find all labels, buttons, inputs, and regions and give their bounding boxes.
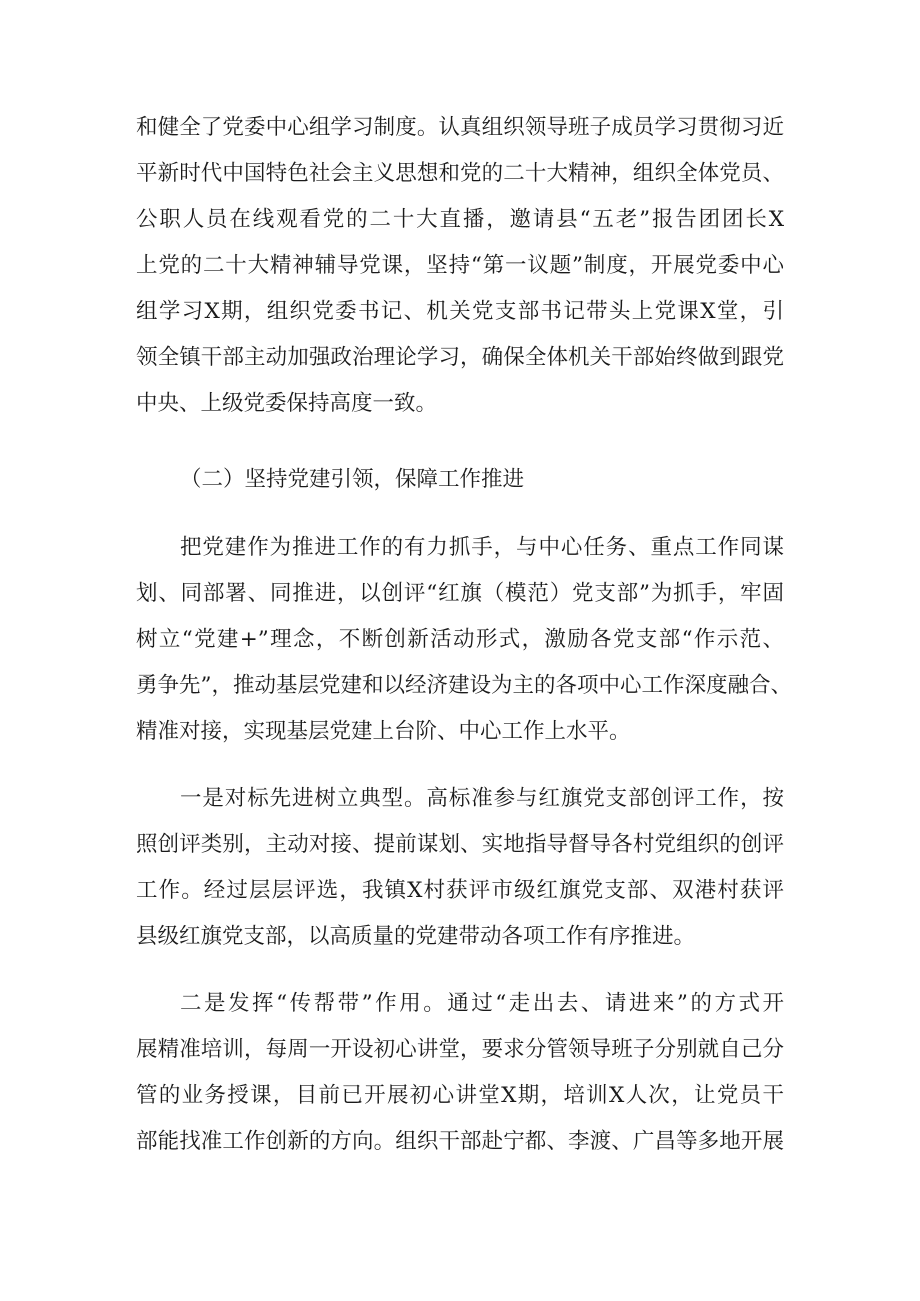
- paragraph-4: [136, 985, 784, 1161]
- paragraph-line: 和健全了党委中心组学习制度。认真组织领导班子成员学习贯彻习近: [136, 115, 784, 140]
- paragraph-line: 勇争先”，推动基层党建和以经济建设为主的各项中心工作深度融合、: [136, 673, 792, 698]
- paragraph-line: 管的业务授课，目前已开展初心讲堂X期，培训X人次，让党员干: [136, 1083, 784, 1108]
- paragraph-3: [136, 780, 784, 956]
- paragraph-line: 中央、上级党委保持高度一致。: [136, 391, 438, 416]
- paragraph-line: 组学习X期，组织党委书记、机关党支部书记带头上党课X堂，引: [136, 299, 784, 324]
- paragraph-line: 把党建作为推进工作的有力抓手，与中心任务、重点工作同谋: [180, 535, 784, 560]
- paragraph-line: 县级红旗党支部，以高质量的党建带动各项工作有序推进。: [136, 924, 696, 949]
- paragraph-1: [136, 109, 784, 423]
- section-heading: （二）坚持党建引领，保障工作推进: [180, 467, 525, 492]
- paragraph-line: 部能找准工作创新的方向。组织干部赴宁都、李渡、广昌等多地开展: [136, 1129, 784, 1154]
- paragraph-line: 二是发挥“传帮带”作用。通过“走出去、请进来”的方式开: [180, 991, 784, 1016]
- paragraph-line: 领全镇干部主动加强政治理论学习，确保全体机关干部始终做到跟党: [136, 345, 784, 370]
- paragraph-line: 精准对接，实现基层党建上台阶、中心工作上水平。: [136, 719, 631, 744]
- paragraph-line: 上党的二十大精神辅导党课，坚持“第一议题”制度，开展党委中心: [136, 253, 784, 278]
- paragraph-2: [136, 529, 792, 751]
- paragraph-line: 照创评类别，主动对接、提前谋划、实地指导督导各村党组织的创评: [136, 832, 784, 857]
- paragraph-line: 展精准培训，每周一开设初心讲堂，要求分管领导班子分别就自己分: [136, 1037, 784, 1062]
- paragraph-line: 公职人员在线观看党的二十大直播，邀请县“五老”报告团团长X: [136, 207, 784, 232]
- paragraph-line: 工作。经过层层评选，我镇X村获评市级红旗党支部、双港村获评: [136, 878, 784, 903]
- paragraph-line: 树立“党建+”理念，不断创新活动形式，激励各党支部“作示范、: [136, 627, 784, 652]
- paragraph-line: 平新时代中国特色社会主义思想和党的二十大精神，组织全体党员、: [136, 161, 784, 186]
- paragraph-line: 一是对标先进树立典型。高标准参与红旗党支部创评工作，按: [180, 786, 784, 811]
- paragraph-line: 划、同部署、同推进，以创评“红旗（模范）党支部”为抓手，牢固: [136, 581, 784, 606]
